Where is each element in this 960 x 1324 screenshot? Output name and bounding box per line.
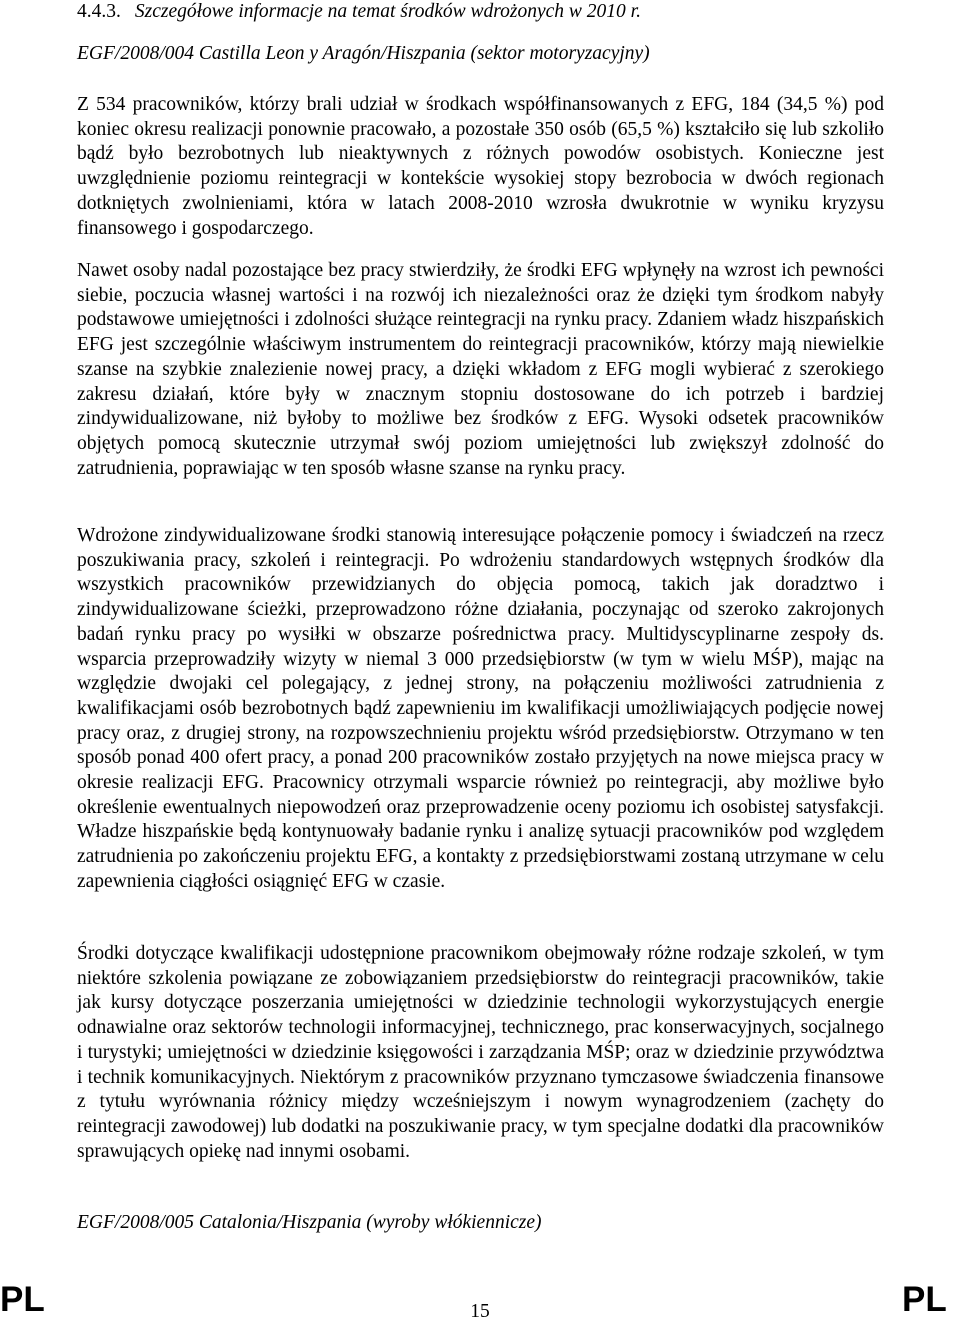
paragraph-individualised-measures: Wdrożone zindywidualizowane środki stanowią interesujące połączenie pomocy i świadczeń na rzecz poszukiwania pracy, szkoleń i reintegracji. Po wdrożeniu standardowych wstępnych środków dla wszystkich pracowników przewidzianych do objęcia pomocą, takich jak doradztwo i zindywidualizowane ścieżki, przeprowadzono różne działania, poczynając od szeroko zakrojonych badań rynku pracy po wysiłki w obszarze pośrednictwa pracy. Multidyscyplinarne zespoły ds. wsparcia przeprowadziły wizyty w niemal 3 000 przedsiębiorstw (w tym w wielu MŚP), mając na względzie dwojaki cel polegający, z jednej strony, na połączeniu możliwości zatrudnienia z kwalifikacjami osób bezrobotnych bądź zapewnieniu im kwalifikacji umożliwiających podjęcie nowej pracy oraz, z drugiej strony, na rozpowszechnieniu projektu wśród przedsiębiorstw. Otrzymano w ten sposób ponad 400 ofert pracy, a ponad 200 pracowników zostało przyjętych na nowe miejsca pracy w okresie realizacji EFG. Pracownicy otrzymali wsparcie również po reintegracji, aby możliwe było określenie ewentualnych niepowodzeń oraz przeprowadzenie oceny poziomu ich osobistej satysfakcji. Władze hiszpańskie będą kontynuowały badanie rynku i analizę sytuacji pracowników pod względem zatrudnienia po zakończeniu projektu EFG, a kontakty z przedsiębiorstwami zostaną utrzymane w celu zapewnienia ciągłości osiągnięć EFG w czasie.	[77, 525, 884, 892]
footer-language-code-left: PL	[0, 1280, 45, 1319]
footer-language-code-right: PL	[902, 1280, 947, 1319]
paragraph-qualification-measures: Środki dotyczące kwalifikacji udostępnione pracownikom obejmowały różne rodzaje szkoleń, w tym niektóre szkolenia powiązane ze zobowiązaniem przedsiębiorstw do reintegracji pracowników, takie jak kursy dotyczące poszerzania umiejętności w dziedzinie technologii wykorzystujących energie odnawialne oraz sektorów technologii informacyjnej, technicznego, prac konserwacyjnych, socjalnego i turystyki; umiejętności w dziedzinie księgowości i zarządzania MŚP; oraz w dziedzinie przywództwa i technik komunikacyjnych. Niektórym z pracowników przyznano tymczasowe świadczenia finansowe z tytułu wyrównania różnicy między wcześniejszym i nowym wynagrodzeniem (zachęty do reintegracji zawodowej) lub dodatki na poszukiwanie pracy, w tym specjalne dodatki dla pracowników sprawujących opiekę nad innymi osobami.	[77, 943, 884, 1162]
section-number: 4.4.3.	[77, 1, 121, 22]
paragraph-worker-confidence: Nawet osoby nadal pozostające bez pracy stwierdziły, że środki EFG wpłynęły na wzrost ich pewności siebie, poczucia własnej wartości i na rozwój ich niezależności oraz że dzięki tym środkom nabyły podstawowe umiejętności i zdolności służące reintegracji na rynku pracy. Zdaniem władz hiszpańskich EFG jest szczególnie właściwym instrumentem do reintegracji pracowników, którzy mają niewielkie szanse na szybkie znalezienie nowej pracy, a dzięki wkładom z EFG mogli wybierać z szerokiego zakresu działań, które były w znacznym stopniu dostosowane do ich potrzeb i bardziej zindywidualizowane, niż byłoby to możliwe bez środków z EFG. Wysoki odsetek pracowników objętych pomocą skutecznie utrzymał swój poziom umiejętności lub zwiększył zdolność do zatrudnienia, poprawiając w ten sposób własne szanse na rynku pracy.	[77, 260, 884, 479]
section-title: Szczegółowe informacje na temat środków wdrożonych w 2010 r.	[134, 1, 641, 22]
case-heading-catalonia: EGF/2008/005 Catalonia/Hiszpania (wyroby włókiennicze)	[77, 1212, 542, 1233]
section-heading	[77, 0, 641, 24]
case-heading-castilla-leon: EGF/2008/004 Castilla Leon y Aragón/Hiszpania (sektor motoryzacyjny)	[77, 43, 650, 64]
paragraph-reintegration-results: Z 534 pracowników, którzy brali udział w środkach współfinansowanych z EFG, 184 (34,5 %) pod koniec okresu realizacji ponownie pracowało, a pozostałe 350 osób (65,5 %) kształciło się lub szkoliło bądź było bezrobotnych lub nieaktywnych z różnych powodów osobistych. Konieczne jest uwzględnienie poziomu reintegracji w kontekście wysokiej stopy bezrobocia w dwóch regionach dotkniętych zwolnieniami, która w latach 2008-2010 wzrosła dwukrotnie w wyniku kryzysu finansowego i gospodarczego.	[77, 94, 884, 239]
page-number: 15	[470, 1301, 490, 1322]
